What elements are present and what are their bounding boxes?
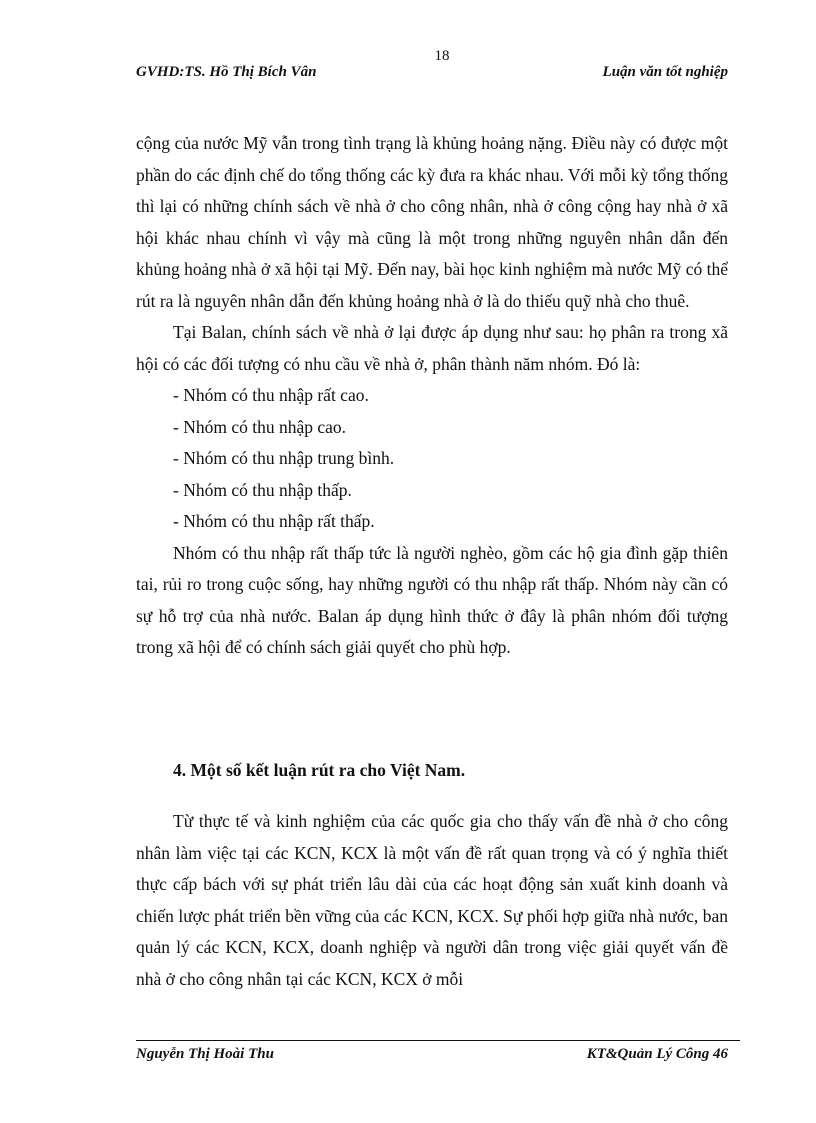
- paragraph-poland-intro: Tại Balan, chính sách về nhà ở lại được áp dụng như sau: họ phân ra trong xã hội có các đối tượng có nhu cầu về nhà ở, phân thành năm nhóm. Đó là:: [136, 322, 728, 374]
- list-item-high-income: - Nhóm có thu nhập cao.: [173, 416, 347, 437]
- body-section-1: [136, 128, 728, 664]
- paragraph-poland-conclusion: Nhóm có thu nhập rất thấp tức là người nghèo, gồm các hộ gia đình gặp thiên tai, rủi ro trong cuộc sống, hay những người có thu nhập rất thấp. Nhóm này cần có sự hỗ trợ của nhà nước. Balan áp dụng hình thức ở đây là phân nhóm đối tượng trong xã hội để có chính sách giải quyết cho phù hợp.: [136, 542, 728, 657]
- list-item-very-high-income: - Nhóm có thu nhập rất cao.: [173, 385, 369, 405]
- paragraph-us-housing: cộng của nước Mỹ vẫn trong tình trạng là khủng hoảng nặng. Điều này có được một phần do các định chế do tổng thống các kỳ đưa ra khác nhau. Với mỗi kỳ tổng thống thì lại có những chính sách về nhà ở cho công nhân, nhà ở công cộng hay nhà ở xã hội khác nhau chính vì vậy mà cũng là một trong những nguyên nhân dẫn đến khủng hoảng nhà ở xã hội tại Mỹ. Đến nay, bài học kinh nghiệm mà nước Mỹ có thể rút ra là nguyên nhân dẫn đến khủng hoảng nhà ở là do thiếu quỹ nhà cho thuê.: [136, 133, 728, 311]
- list-item-very-low-income: - Nhóm có thu nhập rất thấp.: [173, 511, 375, 531]
- footer-program: KT&Quản Lý Công 46: [586, 1046, 728, 1062]
- list-item-low-income: - Nhóm có thu nhập thấp.: [173, 479, 352, 500]
- footer-author: Nguyễn Thị Hoài Thu: [136, 1046, 274, 1062]
- footer-divider: [136, 1040, 740, 1041]
- paragraph-vietnam-conclusion: Từ thực tế và kinh nghiệm của các quốc gia cho thấy vấn đề nhà ở cho công nhân làm việc tại các KCN, KCX là một vấn đề rất quan trọng và có ý nghĩa thiết thực cấp bách với sự phát triển lâu dài của các hoạt động sản xuất kinh doanh và chiến lược phát triển bền vững của các KCN, KCX. Sự phối hợp giữa nhà nước, ban quản lý các KCN, KCX, doanh nghiệp và người dân trong việc giải quyết vấn đề nhà ở cho công nhân tại các KCN, KCX ở mỗi: [136, 811, 728, 989]
- body-section-2: [136, 806, 728, 995]
- section-heading: 4. Một số kết luận rút ra cho Việt Nam.: [173, 760, 466, 780]
- header-advisor: GVHD:TS. Hồ Thị Bích Vân: [136, 64, 317, 80]
- list-item-middle-income: - Nhóm có thu nhập trung bình.: [173, 448, 395, 468]
- header-doc-type: Luận văn tốt nghiệp: [602, 64, 728, 80]
- page-number: 18: [434, 48, 450, 64]
